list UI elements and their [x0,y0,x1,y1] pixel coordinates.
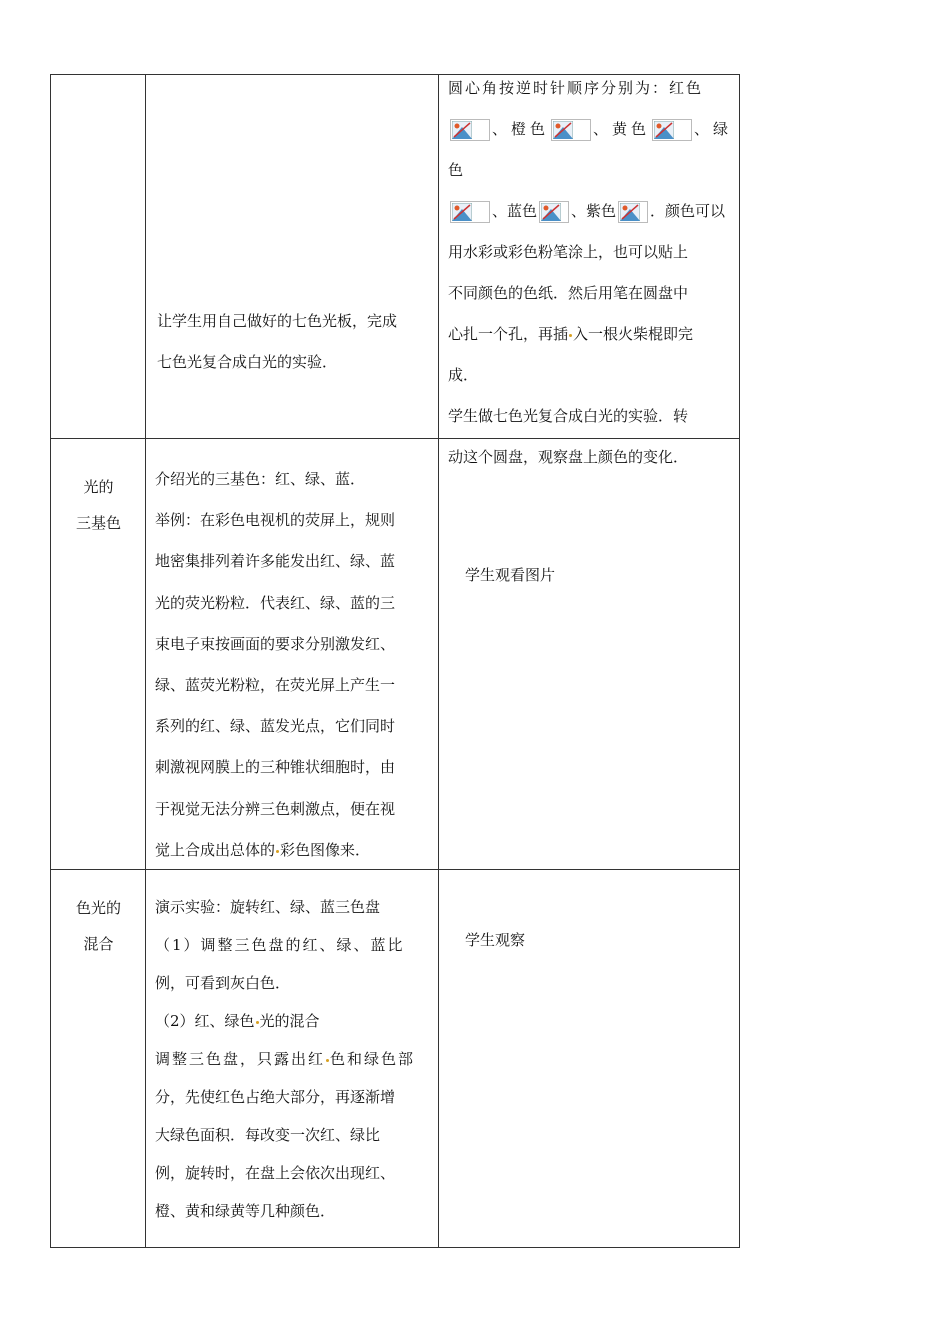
text-line: 分，先使红色占绝大部分，再逐渐增 [155,1088,396,1106]
teacher-activity-cell [146,870,439,1248]
text-line: 例，可看到灰白色． [155,974,291,992]
text-fragment: 、紫色 [571,202,617,220]
table-row [51,870,740,1248]
text-line: 七色光复合成白光的实验． [157,353,338,371]
teacher-activity-text [155,459,439,871]
dot-mark-icon [569,334,572,337]
text-line: 系列的红、绿、蓝发光点，它们同时 [155,717,396,736]
text-line: 光的 [83,478,114,496]
text-fragment: 、绿色 [448,120,733,179]
text-line: 色光的 [75,899,121,917]
color-line [448,191,738,232]
text-fragment: 色和绿色部 [330,1050,416,1068]
text-line: 学生做七色光复合成白光的实验．转 [448,407,689,425]
text-fragment: 觉上合成出总体的 [155,840,276,859]
text-line: 橙、黄和绿黄等几种颜色． [155,1202,336,1220]
text-line: 刺激视网膜上的三种锥状细胞时，由 [155,758,396,777]
text-line: （1）调整三色盘的红、绿、蓝比 [155,936,405,954]
text-fragment: 光的混合 [259,1012,320,1030]
image-placeholder-icon [539,201,569,223]
text-line: 介绍光的三基色：红、绿、蓝． [155,470,366,488]
text-line: 让学生用自己做好的七色光板，完成 [157,312,398,330]
image-placeholder-icon [551,119,591,141]
text-line [155,1002,439,1040]
text-line: 于视觉无法分辨三色刺激点，便在视 [155,799,396,818]
dot-mark-icon [326,1059,329,1062]
table-row [51,439,740,870]
text-fragment: 彩色图像来． [280,840,371,859]
text-line: 光的荧光粉粒．代表红、绿、蓝的三 [155,593,396,612]
image-placeholder-icon [450,119,490,141]
text-fragment: 、蓝色 [492,202,538,220]
teacher-activity-cell [146,75,439,439]
text-fragment: 入一根火柴棍即完 [573,325,694,343]
text-line [155,830,439,871]
text-line: 束电子束按画面的要求分别激发红、 [155,634,396,653]
text-line: 绿、蓝荧光粉粒，在荧光屏上产生一 [155,676,396,695]
text-fragment: 、黄色 [593,120,651,138]
table-row [51,75,740,439]
dot-mark-icon [256,1021,259,1024]
text-line: 举例：在彩色电视机的荧屏上，规则 [155,511,396,530]
student-activity-text: 学生观察 [465,931,526,949]
text-line: 混合 [83,935,114,953]
image-placeholder-icon [652,119,692,141]
topic-cell [51,870,146,1248]
student-activity-cell [439,75,740,466]
text-line [448,314,738,355]
teacher-activity-text [157,301,437,383]
text-line: 演示实验：旋转红、绿、蓝三色盘 [155,898,381,916]
text-line: 大绿色面积．每改变一次红、绿比 [155,1126,381,1144]
text-line: 圆心角按逆时针顺序分别为：红色 [448,79,704,97]
image-placeholder-icon [618,201,648,223]
topic-label [51,469,146,541]
text-fragment: 、橙色 [492,120,550,138]
text-line: 三基色 [75,514,121,532]
image-placeholder-icon [450,201,490,223]
teacher-activity-cell [146,439,439,870]
text-fragment: （2）红、绿色 [155,1012,255,1030]
text-line: 不同颜色的色纸．然后用笔在圆盘中 [448,284,689,302]
text-fragment: 调整三色盘，只露出红 [155,1050,326,1068]
teacher-activity-text [155,888,439,1230]
dot-mark-icon [276,850,279,853]
text-line: 地密集排列着许多能发出红、绿、蓝 [155,552,396,571]
text-line: 动这个圆盘，观察盘上颜色的变化． [448,448,689,466]
topic-cell [51,439,146,870]
color-line [448,109,738,191]
text-line [155,1040,439,1078]
student-activity-cell [439,870,740,1248]
text-fragment: 心扎一个孔，再插 [448,325,569,343]
text-line: 用水彩或彩色粉笔涂上，也可以贴上 [448,243,689,261]
lesson-table [50,74,740,1248]
topic-label [51,890,146,962]
student-activity-text [448,68,738,478]
text-line: 例，旋转时，在盘上会依次出现红、 [155,1164,396,1182]
student-activity-text: 学生观看图片 [465,566,556,584]
topic-cell [51,75,146,439]
text-line: 成． [448,366,479,384]
student-activity-cell [439,439,740,870]
text-fragment: ．颜色可以 [650,202,726,220]
